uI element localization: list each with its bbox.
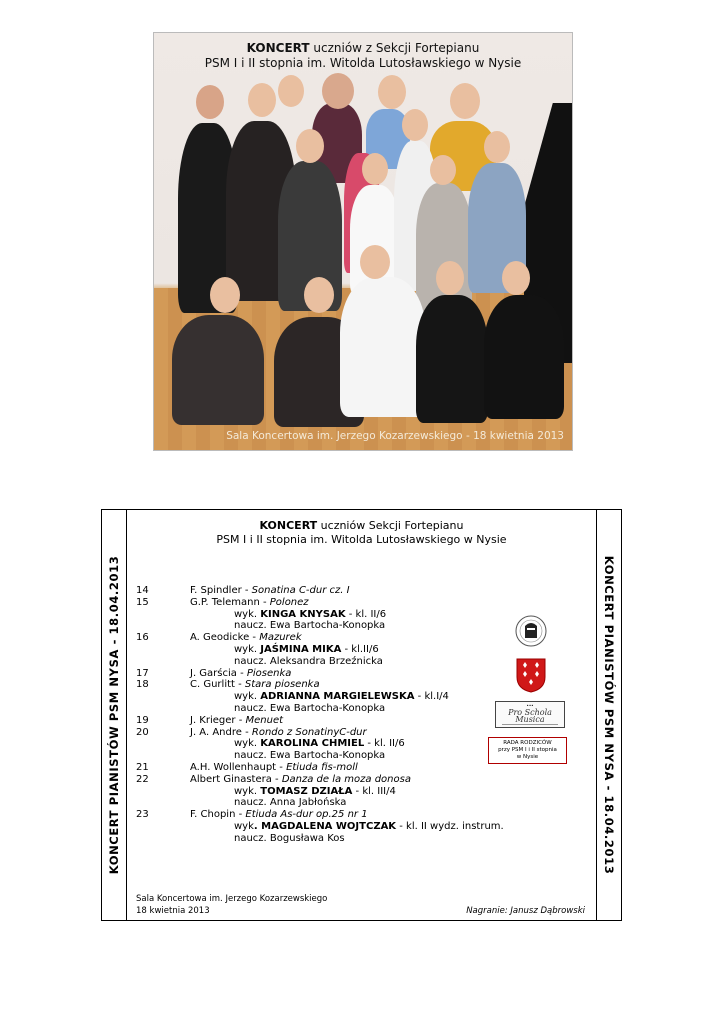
track-piece (190, 774, 411, 786)
teacher-line: naucz. Anna Jabłońska (234, 797, 347, 809)
person-head (278, 75, 304, 107)
pro-schola-musica-name: Pro Schola Musica (508, 708, 552, 724)
track-performer-line (234, 691, 449, 703)
track-row (136, 679, 556, 691)
rada-line-3: w Nysie (516, 754, 539, 760)
track-composer: A. Geodicke - (190, 632, 260, 644)
track-row (136, 786, 556, 798)
track-piece (190, 762, 358, 774)
performer-prefix: wyk. (234, 643, 261, 655)
performer-class: - kl.I/4 (414, 691, 449, 703)
person-head (436, 261, 464, 295)
track-row (136, 809, 556, 821)
footer-date: 18 kwietnia 2013 (136, 906, 210, 916)
track-composer: G.P. Telemann - (190, 596, 270, 608)
performer-name: . MAGDALENA WOJTCZAK (253, 820, 397, 832)
insert-title-bold: KONCERT (259, 519, 318, 532)
performer-name: KAROLINA CHMIEL (260, 738, 365, 750)
pro-schola-musica-logo: ••• Pro Schola Musica (495, 701, 565, 728)
person-head (196, 85, 224, 119)
track-title: Stara piosenka (244, 679, 320, 691)
track-composer: C. Gurlitt - (190, 679, 245, 691)
track-performer-line (234, 821, 504, 833)
cover-title-bold: KONCERT (246, 41, 310, 55)
performer-class: - kl. II wydz. instrum. (396, 820, 504, 832)
track-row (136, 774, 556, 786)
person-head (210, 277, 240, 313)
person-head (360, 245, 390, 279)
track-row (136, 585, 556, 597)
teacher-line: naucz. Ewa Bartocha-Konopka (234, 620, 386, 632)
track-piece (190, 597, 309, 609)
track-title: Polonez (269, 596, 309, 608)
performer-name: KINGA KNYSAK (260, 608, 346, 620)
person-head (362, 153, 388, 185)
track-composer: J. A. Andre - (190, 726, 252, 738)
track-title: Rondo z SonatinyC-dur (251, 726, 367, 738)
track-title: Piosenka (246, 667, 292, 679)
track-number: 15 (136, 596, 149, 608)
track-number: 14 (136, 585, 149, 596)
person-head (378, 75, 406, 109)
person-head (484, 131, 510, 163)
track-performer-line (234, 644, 379, 656)
performer-name: JAŚMINA MIKA (260, 643, 342, 655)
track-row (136, 703, 556, 715)
track-piece (190, 585, 350, 597)
track-composer: F. Spindler - (190, 585, 252, 596)
track-composer: A.H. Wollenhaupt - (190, 761, 287, 773)
track-composer: J. Krieger - (190, 714, 246, 726)
rada-line-2: przy PSM I i II stopnia (498, 747, 557, 753)
track-number: 23 (136, 809, 149, 821)
person-head (248, 83, 276, 117)
person-head (304, 277, 334, 313)
person-shape (340, 277, 426, 417)
performer-class: - kl.II/6 (341, 643, 379, 655)
spine-left (102, 510, 127, 920)
person-shape (416, 295, 488, 423)
rada-line-1: RADA RODZICÓW (503, 740, 552, 746)
track-title: Sonatina C-dur cz. I (251, 585, 350, 596)
spine-right-text: KONCERT PIANISTÓW PSM NYSA - 18.04.2013 (602, 555, 616, 875)
person-shape (172, 315, 264, 425)
track-composer: F. Chopin - (190, 809, 246, 821)
track-piece (190, 727, 367, 739)
cover-caption: Sala Koncertowa im. Jerzego Kozarzewskiego - 18 kwietnia 2013 (226, 430, 564, 442)
teacher-line: naucz. Ewa Bartocha-Konopka (234, 750, 386, 762)
person-head (502, 261, 530, 295)
nysa-coat-of-arms-icon (515, 657, 547, 693)
track-number: 17 (136, 667, 149, 679)
track-piece (190, 679, 320, 691)
track-row (136, 668, 556, 680)
track-composer: Albert Ginastera - (190, 773, 282, 785)
track-number: 22 (136, 773, 149, 785)
track-number: 21 (136, 761, 149, 773)
rada-rodzicow-logo (488, 737, 567, 764)
track-performer-line (234, 786, 396, 798)
track-performer-line (234, 609, 386, 621)
track-row (136, 821, 556, 833)
track-number: 20 (136, 726, 149, 738)
performer-prefix: wyk. (234, 738, 261, 750)
performer-class: - kl. II/6 (364, 738, 405, 750)
person-head (402, 109, 428, 141)
teacher-line: naucz. Aleksandra Brzeźnicka (234, 655, 383, 667)
cover-subtitle: PSM I i II stopnia im. Witolda Lutosławskiego w Nysie (204, 56, 522, 70)
track-number: 16 (136, 632, 149, 644)
person-head (450, 83, 480, 119)
track-piece (190, 809, 368, 821)
track-row (136, 656, 556, 668)
spine-left-text: KONCERT PIANISTÓW PSM NYSA - 18.04.2013 (107, 555, 121, 875)
person-head (322, 73, 354, 109)
performer-prefix: wyk (234, 820, 254, 832)
track-row (136, 620, 556, 632)
school-emblem-icon (513, 614, 549, 648)
track-row (136, 797, 556, 809)
track-number: 19 (136, 714, 149, 726)
track-row (136, 597, 556, 609)
track-composer: J. Garścia - (190, 667, 247, 679)
track-title: Danza de la moza donosa (281, 773, 411, 785)
track-performer-line (234, 738, 405, 750)
spine-right (596, 510, 621, 920)
track-row (136, 715, 556, 727)
performer-prefix: wyk. (234, 608, 261, 620)
track-row (136, 632, 556, 644)
cover-title-rest: uczniów z Sekcji Fortepianu (309, 41, 480, 55)
track-number: 18 (136, 679, 149, 691)
footer-recording: Nagranie: Janusz Dąbrowski (466, 906, 585, 916)
teacher-line: naucz. Bogusława Kos (234, 832, 345, 844)
track-title: Mazurek (259, 632, 302, 644)
track-row (136, 609, 556, 621)
performer-name: TOMASZ DZIAŁA (260, 785, 353, 797)
footer-venue: Sala Koncertowa im. Jerzego Kozarzewskiego (136, 894, 328, 904)
track-list (136, 585, 556, 845)
insert-title (126, 519, 597, 532)
performer-prefix: wyk. (234, 691, 261, 703)
teacher-line: naucz. Ewa Bartocha-Konopka (234, 702, 386, 714)
track-title: Etiuda fis-moll (286, 761, 358, 773)
track-row (136, 644, 556, 656)
insert-subtitle: PSM I i II stopnia im. Witolda Lutosławskiego w Nysie (216, 533, 507, 546)
performer-class: - kl. III/4 (352, 785, 396, 797)
track-row (136, 833, 556, 845)
person-shape (484, 295, 564, 419)
cd-back-insert (101, 509, 622, 921)
performer-name: ADRIANNA MARGIELEWSKA (260, 691, 415, 703)
cover-title (154, 41, 572, 55)
performer-class: - kl. II/6 (345, 608, 387, 620)
track-piece (190, 632, 302, 644)
track-piece (190, 668, 291, 680)
person-head (296, 129, 324, 163)
track-row (136, 691, 556, 703)
track-piece (190, 715, 283, 727)
cover-photo (153, 32, 573, 451)
person-head (430, 155, 456, 185)
track-title: Etiuda As-dur op.25 nr 1 (245, 809, 368, 821)
performer-prefix: wyk. (234, 785, 261, 797)
insert-title-rest: uczniów Sekcji Fortepianu (317, 519, 464, 532)
track-title: Menuet (245, 714, 284, 726)
